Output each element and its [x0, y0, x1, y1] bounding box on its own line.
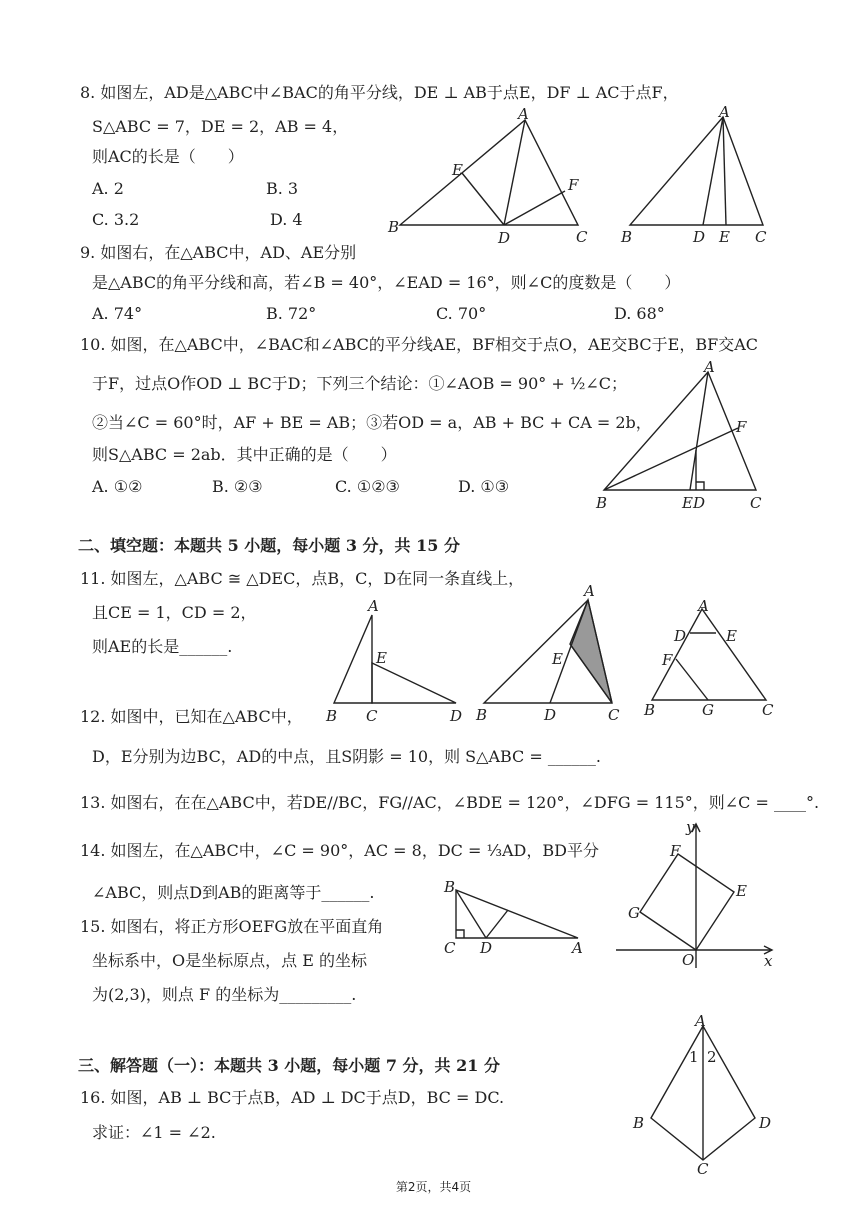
q8-option-a: A. 2 — [92, 179, 124, 198]
fig16-label-d: D — [759, 1114, 772, 1132]
figure-q12 — [472, 580, 632, 725]
q14-line1: 14. 如图左，在△ABC中，∠C = 90°，AC = 8，DC = ⅓AD，BD平分 — [80, 841, 599, 860]
q9-option-d: D. 68° — [614, 304, 665, 323]
fig14-label-c: C — [444, 939, 456, 957]
q13-line1: 13. 如图右，在在△ABC中，若DE//BC，FG//AC，∠BDE = 120°，∠DFG = 115°，则∠C = ____°. — [80, 793, 820, 812]
figure-q15 — [612, 820, 782, 970]
fig8-label-e: E — [452, 161, 463, 179]
q9-option-c: C. 70° — [436, 304, 487, 323]
q10-line4: 则S△ABC = 2ab．其中正确的是（ ） — [92, 445, 397, 464]
q10-line2: 于F，过点O作OD ⊥ BC于D；下列三个结论：①∠AOB = 90° + ½∠C； — [92, 374, 628, 393]
fig12-label-c: C — [608, 706, 620, 724]
fig13-label-c: C — [762, 701, 774, 719]
figure-q16 — [625, 1010, 785, 1178]
fig15-label-y: y — [686, 818, 695, 836]
fig8-label-b: B — [388, 218, 400, 236]
q11-line3: 则AE的长是______. — [92, 637, 233, 656]
q9-option-b: B. 72° — [266, 304, 317, 323]
fig13-label-f: F — [662, 651, 673, 669]
fig10-label-e: E — [682, 494, 693, 512]
fig16-label-a: A — [695, 1012, 706, 1030]
fig8-label-c: C — [576, 228, 588, 246]
q10-option-b: B. ②③ — [212, 477, 263, 496]
fig11-label-d: D — [450, 707, 463, 725]
fig10-label-c: C — [750, 494, 762, 512]
fig12-label-e: E — [552, 650, 563, 668]
fig11-label-e: E — [376, 649, 387, 667]
fig12-label-b: B — [476, 706, 488, 724]
fig16-label-c: C — [697, 1160, 709, 1178]
fig11-label-a: A — [368, 597, 379, 615]
q16-line2: 求证：∠1 = ∠2. — [92, 1123, 216, 1142]
fig12-label-d: D — [544, 706, 557, 724]
fig11-label-b: B — [326, 707, 338, 725]
figure-q10 — [590, 360, 770, 515]
fig10-label-d: D — [693, 494, 706, 512]
fig13-label-e: E — [726, 627, 737, 645]
q8-line1: 8. 如图左，AD是△ABC中∠BAC的角平分线，DE ⊥ AB于点E，DF ⊥ AC于点F， — [80, 83, 679, 102]
fig16-label-2: 2 — [707, 1048, 717, 1066]
q10-line1: 10. 如图，在△ABC中，∠BAC和∠ABC的平分线AE，BF相交于点O，AE交BC于E，BF交AC — [80, 335, 758, 354]
q9-line1: 9. 如图右，在△ABC中，AD、AE分别 — [80, 243, 357, 262]
fig14-label-b: B — [444, 878, 456, 896]
q11-line1: 11. 如图左，△ABC ≅ △DEC，点B，C，D在同一条直线上， — [80, 569, 525, 588]
q10-option-c: C. ①②③ — [335, 477, 400, 496]
q15-line3: 为(2,3)，则点 F 的坐标为_________. — [92, 985, 357, 1004]
q10-line3: ②当∠C = 60°时，AF + BE = AB；③若OD = a，AB + BC + CA = 2b， — [92, 413, 652, 432]
fig8-label-d: D — [498, 229, 511, 247]
q8-option-d: D. 4 — [270, 210, 303, 229]
q10-option-d: D. ①③ — [458, 477, 510, 496]
q8-line3: 则AC的长是（ ） — [92, 147, 244, 166]
q9-line2: 是△ABC的角平分线和高，若∠B = 40°，∠EAD = 16°，则∠C的度数是（ ） — [92, 273, 681, 292]
figure-q14 — [440, 880, 595, 960]
fig9-label-c: C — [755, 228, 767, 246]
figure-q13 — [640, 595, 790, 725]
fig13-label-d: D — [674, 627, 687, 645]
figure-q11 — [320, 595, 470, 725]
q8-line2: S△ABC = 7，DE = 2，AB = 4， — [92, 117, 349, 136]
q15-line2: 坐标系中，O是坐标原点，点 E 的坐标 — [92, 951, 367, 970]
fig15-label-f: F — [670, 842, 681, 860]
fig16-label-b: B — [633, 1114, 645, 1132]
fig9-label-b: B — [621, 228, 633, 246]
fig14-label-d: D — [480, 939, 493, 957]
fig13-label-g: G — [702, 701, 714, 719]
fig13-label-a: A — [698, 597, 709, 615]
figure-q8 — [380, 105, 610, 245]
q8-option-b: B. 3 — [266, 179, 299, 198]
fig11-label-c: C — [366, 707, 378, 725]
page-footer: 第2页，共4页 — [395, 1180, 472, 1194]
q12-line1: 12. 如图中，已知在△ABC中， — [80, 707, 303, 726]
q11-line2: 且CE = 1，CD = 2， — [92, 603, 257, 622]
figure-q9 — [615, 105, 785, 245]
section-3-heading: 三、解答题（一）：本题共 3 小题，每小题 7 分，共 21 分 — [78, 1056, 500, 1075]
fig12-label-a: A — [584, 582, 595, 600]
fig15-label-g: G — [628, 904, 640, 922]
q9-option-a: A. 74° — [92, 304, 143, 323]
q14-line2: ∠ABC，则点D到AB的距离等于______. — [92, 883, 375, 902]
section-2-heading: 二、填空题：本题共 5 小题，每小题 3 分，共 15 分 — [78, 536, 460, 555]
fig10-label-f: F — [736, 418, 747, 436]
fig15-label-e: E — [736, 882, 747, 900]
fig10-label-a: A — [704, 358, 715, 376]
fig16-label-1: 1 — [689, 1048, 699, 1066]
fig9-label-a: A — [719, 103, 730, 121]
q15-line1: 15. 如图右，将正方形OEFG放在平面直角 — [80, 917, 384, 936]
q10-option-a: A. ①② — [92, 477, 143, 496]
fig9-label-e: E — [719, 228, 730, 246]
fig9-label-d: D — [693, 228, 706, 246]
q12-line2: D，E分别为边BC，AD的中点，且S阴影 = 10，则 S△ABC = ______. — [92, 747, 601, 766]
fig10-label-b: B — [596, 494, 608, 512]
fig15-label-x: x — [764, 952, 773, 970]
fig14-label-a: A — [572, 939, 583, 957]
fig13-label-b: B — [644, 701, 656, 719]
q8-option-c: C. 3.2 — [92, 210, 140, 229]
q16-line1: 16. 如图，AB ⊥ BC于点B，AD ⊥ DC于点D，BC = DC. — [80, 1088, 505, 1107]
fig15-label-o: O — [682, 951, 695, 969]
fig8-label-f: F — [568, 176, 579, 194]
fig8-label-a: A — [518, 105, 529, 123]
